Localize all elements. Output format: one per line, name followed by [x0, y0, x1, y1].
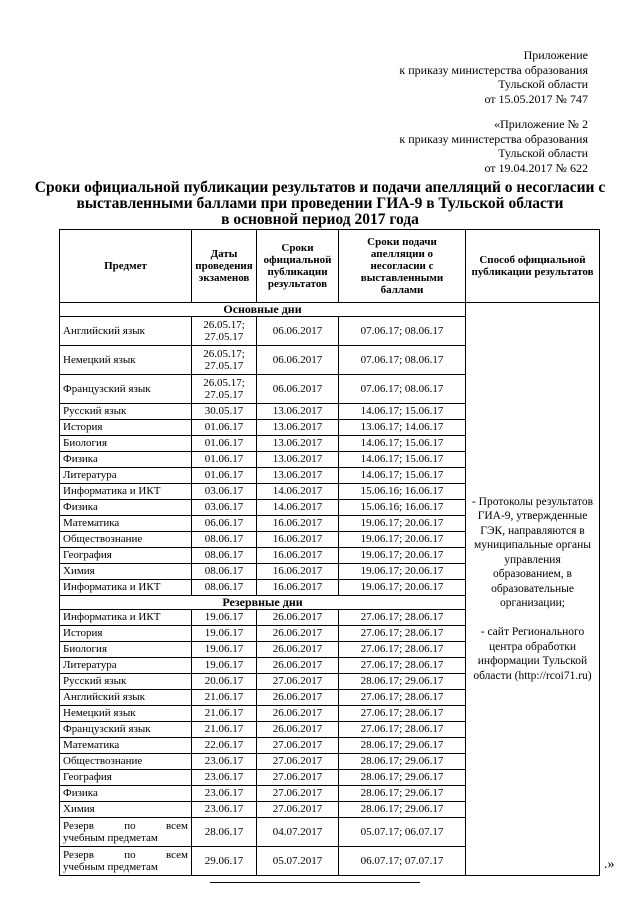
appeal-dates-cell: 19.06.17; 20.06.17: [339, 548, 466, 564]
exam-date-cell: 19.06.17: [192, 610, 257, 626]
publication-date-cell: 27.06.2017: [257, 674, 339, 690]
subject-cell: География: [60, 770, 192, 786]
exam-date-cell: 23.06.17: [192, 802, 257, 818]
exam-date-cell: 01.06.17: [192, 436, 257, 452]
appeal-dates-cell: 28.06.17; 29.06.17: [339, 802, 466, 818]
exam-date-cell: 20.06.17: [192, 674, 257, 690]
publication-date-cell: 13.06.2017: [257, 452, 339, 468]
exam-date-cell: 23.06.17: [192, 754, 257, 770]
appeal-dates-cell: 27.06.17; 28.06.17: [339, 658, 466, 674]
appeal-dates-cell: 15.06.16; 16.06.17: [339, 484, 466, 500]
subject-cell: Английский язык: [60, 690, 192, 706]
appeal-dates-cell: 06.07.17; 07.07.17: [339, 847, 466, 876]
appeal-dates-cell: 13.06.17; 14.06.17: [339, 420, 466, 436]
appeal-dates-cell: 07.06.17; 08.06.17: [339, 317, 466, 346]
publication-date-cell: 27.06.2017: [257, 754, 339, 770]
subject-cell: Немецкий язык: [60, 346, 192, 375]
exam-date-cell: 01.06.17: [192, 468, 257, 484]
appeal-dates-cell: 19.06.17; 20.06.17: [339, 564, 466, 580]
subject-cell: Информатика и ИКТ: [60, 610, 192, 626]
exam-date-cell: 08.06.17: [192, 548, 257, 564]
exam-date-cell: 29.06.17: [192, 847, 257, 876]
publication-date-cell: 26.06.2017: [257, 706, 339, 722]
appeal-dates-cell: 27.06.17; 28.06.17: [339, 642, 466, 658]
col-header-subject: Предмет: [60, 230, 192, 303]
appeal-dates-cell: 28.06.17; 29.06.17: [339, 674, 466, 690]
appeal-dates-cell: 14.06.17; 15.06.17: [339, 404, 466, 420]
publication-date-cell: 14.06.2017: [257, 500, 339, 516]
subject-cell: Обществознание: [60, 754, 192, 770]
table-header-row: [60, 230, 600, 303]
appeal-dates-cell: 14.06.17; 15.06.17: [339, 468, 466, 484]
col-header-publication-dates: Сроки официальной публикации результатов: [257, 230, 339, 303]
exam-date-cell: 08.06.17: [192, 564, 257, 580]
publication-date-cell: 16.06.2017: [257, 564, 339, 580]
title-line: выставленными баллами при проведении ГИА-9 в Тульской области: [76, 195, 564, 212]
appeal-dates-cell: 14.06.17; 15.06.17: [339, 452, 466, 468]
appeal-dates-cell: 27.06.17; 28.06.17: [339, 610, 466, 626]
publication-date-cell: 06.06.2017: [257, 346, 339, 375]
appendix-header: [399, 48, 588, 106]
subject-cell: Резерв по всем учебным предметам: [60, 818, 192, 847]
subject-cell: Физика: [60, 786, 192, 802]
subject-cell: Физика: [60, 452, 192, 468]
publication-date-cell: 05.07.2017: [257, 847, 339, 876]
appeal-dates-cell: 28.06.17; 29.06.17: [339, 754, 466, 770]
exam-date-cell: 01.06.17: [192, 420, 257, 436]
exam-date-cell: 01.06.17: [192, 452, 257, 468]
publication-date-cell: 26.06.2017: [257, 690, 339, 706]
col-header-exam-dates: Даты проведения экзаменов: [192, 230, 257, 303]
exam-date-cell: 08.06.17: [192, 580, 257, 596]
appeal-dates-cell: 14.06.17; 15.06.17: [339, 436, 466, 452]
appeal-dates-cell: 15.06.16; 16.06.17: [339, 500, 466, 516]
appeal-dates-cell: 19.06.17; 20.06.17: [339, 580, 466, 596]
appeal-dates-cell: 07.06.17; 08.06.17: [339, 346, 466, 375]
appeal-dates-cell: 27.06.17; 28.06.17: [339, 722, 466, 738]
subject-cell: История: [60, 420, 192, 436]
section-label: Основные дни: [60, 303, 466, 317]
header-line: к приказу министерства образования: [399, 131, 588, 146]
publication-date-cell: 13.06.2017: [257, 436, 339, 452]
section-row: [60, 303, 600, 317]
publication-date-cell: 13.06.2017: [257, 404, 339, 420]
header-line: Приложение: [523, 48, 588, 62]
appeal-dates-cell: 19.06.17; 20.06.17: [339, 532, 466, 548]
exam-date-cell: 26.05.17; 27.05.17: [192, 375, 257, 404]
publication-date-cell: 26.06.2017: [257, 610, 339, 626]
publication-date-cell: 27.06.2017: [257, 738, 339, 754]
subject-cell: Информатика и ИКТ: [60, 484, 192, 500]
exam-date-cell: 21.06.17: [192, 706, 257, 722]
subject-cell: Физика: [60, 500, 192, 516]
publication-date-cell: 06.06.2017: [257, 317, 339, 346]
document-title: [0, 180, 640, 228]
exam-date-cell: 23.06.17: [192, 770, 257, 786]
appeal-dates-cell: 05.07.17; 06.07.17: [339, 818, 466, 847]
header-line: «Приложение № 2: [494, 117, 588, 131]
exam-date-cell: 03.06.17: [192, 500, 257, 516]
header-line: к приказу министерства образования: [399, 62, 588, 77]
subject-cell: Немецкий язык: [60, 706, 192, 722]
exam-date-cell: 23.06.17: [192, 786, 257, 802]
subject-cell: Французский язык: [60, 375, 192, 404]
schedule-table: [59, 229, 600, 876]
publication-date-cell: 14.06.2017: [257, 484, 339, 500]
publication-date-cell: 26.06.2017: [257, 642, 339, 658]
col-header-publication-method: Способ официальной публикации результатов: [466, 230, 600, 303]
subject-cell: Русский язык: [60, 404, 192, 420]
publication-date-cell: 13.06.2017: [257, 420, 339, 436]
publication-date-cell: 13.06.2017: [257, 468, 339, 484]
exam-date-cell: 28.06.17: [192, 818, 257, 847]
subject-cell: История: [60, 626, 192, 642]
col-header-appeal-dates: Сроки подачи апелляции о несогласии с выставленными баллами: [339, 230, 466, 303]
subject-cell: Химия: [60, 802, 192, 818]
appeal-dates-cell: 28.06.17; 29.06.17: [339, 786, 466, 802]
exam-date-cell: 22.06.17: [192, 738, 257, 754]
subject-cell: Французский язык: [60, 722, 192, 738]
subject-cell: Английский язык: [60, 317, 192, 346]
exam-date-cell: 19.06.17: [192, 626, 257, 642]
closing-quote: .»: [604, 857, 615, 872]
exam-date-cell: 21.06.17: [192, 722, 257, 738]
footer-rule: [210, 882, 420, 883]
subject-cell: Информатика и ИКТ: [60, 580, 192, 596]
publication-date-cell: 16.06.2017: [257, 532, 339, 548]
exam-date-cell: 19.06.17: [192, 642, 257, 658]
appeal-dates-cell: 28.06.17; 29.06.17: [339, 738, 466, 754]
exam-date-cell: 30.05.17: [192, 404, 257, 420]
section-label: Резервные дни: [60, 596, 466, 610]
exam-date-cell: 26.05.17; 27.05.17: [192, 346, 257, 375]
subject-cell: Русский язык: [60, 674, 192, 690]
title-line: в основной период 2017 года: [221, 211, 419, 228]
exam-date-cell: 21.06.17: [192, 690, 257, 706]
title-line: Сроки официальной публикации результатов и подачи апелляций о несогласии с: [34, 179, 606, 196]
subject-cell: Химия: [60, 564, 192, 580]
publication-date-cell: 04.07.2017: [257, 818, 339, 847]
subject-cell: Биология: [60, 436, 192, 452]
appeal-dates-cell: 19.06.17; 20.06.17: [339, 516, 466, 532]
subject-cell: Обществознание: [60, 532, 192, 548]
exam-date-cell: 19.06.17: [192, 658, 257, 674]
subject-cell: Резерв по всем учебным предметам: [60, 847, 192, 876]
header-line: Тульской области: [498, 146, 588, 160]
appeal-dates-cell: 28.06.17; 29.06.17: [339, 770, 466, 786]
subject-cell: Биология: [60, 642, 192, 658]
subject-cell: Литература: [60, 468, 192, 484]
exam-date-cell: 26.05.17; 27.05.17: [192, 317, 257, 346]
publication-date-cell: 16.06.2017: [257, 548, 339, 564]
publication-date-cell: 27.06.2017: [257, 786, 339, 802]
appeal-dates-cell: 07.06.17; 08.06.17: [339, 375, 466, 404]
publication-date-cell: 26.06.2017: [257, 626, 339, 642]
publication-date-cell: 26.06.2017: [257, 658, 339, 674]
header-line: Тульской области: [498, 77, 588, 91]
header-line: от 15.05.2017 № 747: [484, 91, 588, 106]
exam-date-cell: 03.06.17: [192, 484, 257, 500]
publication-method-cell: - Протоколы результатов ГИА-9, утвержденные ГЭК, направляются в муниципальные органы управления образованием, в образовательные организации; - сайт Регионального центра обработки информации Тульской области (http://rcoi71.ru): [466, 303, 600, 876]
publication-date-cell: 26.06.2017: [257, 722, 339, 738]
publication-date-cell: 27.06.2017: [257, 802, 339, 818]
header-line: от 19.04.2017 № 622: [484, 160, 588, 175]
publication-date-cell: 16.06.2017: [257, 580, 339, 596]
exam-date-cell: 06.06.17: [192, 516, 257, 532]
publication-date-cell: 16.06.2017: [257, 516, 339, 532]
subject-cell: Математика: [60, 738, 192, 754]
appendix-2-header: [399, 117, 588, 175]
appeal-dates-cell: 27.06.17; 28.06.17: [339, 626, 466, 642]
exam-date-cell: 08.06.17: [192, 532, 257, 548]
subject-cell: Математика: [60, 516, 192, 532]
subject-cell: Литература: [60, 658, 192, 674]
publication-date-cell: 27.06.2017: [257, 770, 339, 786]
subject-cell: География: [60, 548, 192, 564]
publication-date-cell: 06.06.2017: [257, 375, 339, 404]
appeal-dates-cell: 27.06.17; 28.06.17: [339, 690, 466, 706]
appeal-dates-cell: 27.06.17; 28.06.17: [339, 706, 466, 722]
